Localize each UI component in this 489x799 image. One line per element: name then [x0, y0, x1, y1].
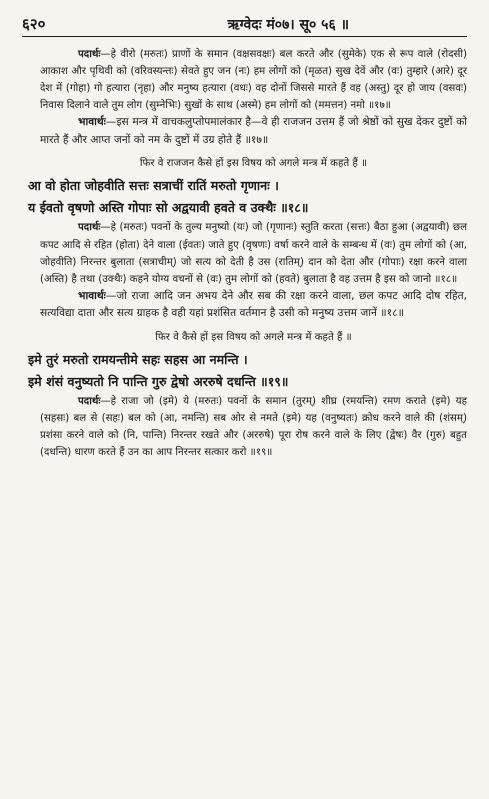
padartha-paragraph	[40, 393, 467, 461]
header-rule	[22, 36, 467, 37]
padartha-text: —हे राजा जो (इमे) ये (मरुतः) पवनों के समान (तुरम्) शीघ्र (रमयन्ति) रमण कराते (इमे) यह (सहसः) बल से (सहः) बल को (आ, नमन्ति) सब ओर से नमते (इमे) यह (वनुष्यतः) क्रोध करने वाले की (शंसम्) प्रशंसा करने वाले को (नि, पान्ति) निरन्तर रखते और (अररुषे) पूरा रोष करने वाले के लिए (द्वेषः) वैर (गुरु) बहुत (दधन्ति) धारण करते हैं उन का आप निरन्तर सत्कार करो ॥१९॥	[40, 395, 467, 459]
running-head: ऋग्वेदः मं०७। सू० ५६ ॥	[227, 17, 349, 33]
verse-line: इमे तुरं मरुतो रामयन्तीमे सहः सहस आ नमन्ति ।	[28, 351, 248, 367]
padartha-text: —हे (मरुतः) पवनों के तुल्य मनुष्यो (यः) जो (गृणानः) स्तुति करता (सत्तः) बैठा हुआ (अद्वयावी) छल कपट आदि से रहित (होता) देने वाला (ईवतः) जाते हुए (वृषणः) वर्षा करने वाले के सम्बन्ध में (वः) तुम लोगों को (आ, जोहवीति) निरन्तर बुलाता (सत्राचीम्) जो सत्य को देती है उस (रातिम्) दान को देता और (गोपाः) रक्षा करने वाला (अस्ति) है तथा (उक्थैः) कहने योग्य वचनों से (वः) तुम लोगों को (हवते) बुलाता है वह उत्तम है इस को जानो ॥१८॥	[40, 222, 467, 285]
bhavartha-text: —जो राजा आदि जन अभय देने और सब की रक्षा करने वाला, छल कपट आदि दोष रहित, सत्यविद्या दाता और सत्य ग्राहक है वही यहां प्रशंसित वर्तमान है उसी को मनुष्य उत्तम जानें ॥१८॥	[40, 289, 467, 320]
verse-line: इमे शंसं वनुष्यतो नि पान्ति गुरु द्वेषो अररुषे दधन्ति ॥१९॥	[28, 373, 289, 389]
page-header	[22, 6, 467, 34]
padartha-text: —हे वीरो (मरुतः) प्राणों के समान (वक्षसवक्षः) बल करते और (सुमेके) एक से रूप वाले (रोदसी) आकाश और पृथिवी को (वरिवस्यन्तः) सेवते हुए जन (नः) हम लोगों को (मृळत) सुख देवें और (वः) तुम्हारे (आरे) दूर देश में (गोहा) गो हत्यारा (नृहा) और मनुष्य हत्यारा (वधः) वह दोनों जिससे मारते हैं वह (अस्तु) दूर हो जाय (वसवः) निवास दिलाने वाले तुम लोग (सुम्नेभिः) सुखों के साथ (अस्मे) हम लोगों को (ममत्तन) नमो ॥१७॥	[40, 49, 467, 112]
bhavartha-paragraph	[40, 114, 467, 149]
page-number: ६२०	[22, 15, 46, 33]
padartha-paragraph	[40, 46, 467, 114]
padartha-paragraph	[40, 219, 467, 287]
bhavartha-label: भावार्थः	[78, 116, 106, 129]
bhavartha-text: —इस मन्त्र में वाचकलुप्तोपमालंकार है—वे ही राजजन उत्तम हैं जो श्रेष्ठों को सुख देकर दुष्टों को मारते हैं और आप्त जनों को नम के दुष्टों में उग्र होते हैं ॥१७॥	[40, 116, 467, 146]
page-body	[28, 46, 467, 793]
padartha-label: पदार्थः	[78, 222, 101, 234]
padartha-label: पदार्थः	[78, 395, 101, 407]
verse-line: आ वो होता जोहवीति सत्तः सत्राचीं रातिं मरुतो गृणानः ।	[28, 178, 279, 194]
bhavartha-label: भावार्थः	[78, 289, 106, 302]
padartha-label: पदार्थः	[78, 49, 101, 60]
verse-line: य ईवतो वृषणो अस्ति गोपाः सो अद्वयावी हवते व उक्थैः ॥१८॥	[28, 200, 309, 216]
bhavartha-paragraph	[40, 288, 467, 323]
mantra-intro: फिर वे राजजन कैसे हों इस विषय को अगले मन्त्र में कहते हैं ॥	[139, 158, 368, 170]
mantra-intro: फिर वे कैसे हों इस विषय को अगले मन्त्र में कहते हैं ॥	[155, 331, 352, 343]
